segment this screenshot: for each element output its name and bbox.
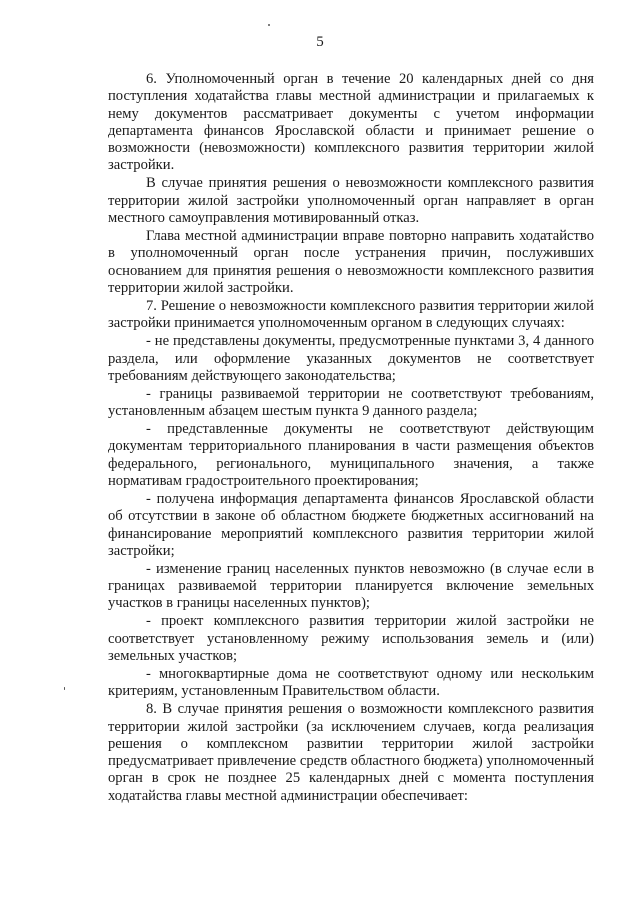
paragraph-8: 8. В случае принятия решения о возможности комплексного развития территории жилой застройки (за исключением случаев, когда реализация решения о комплексном развитии территории жилой застройки предусматривает привлечение средств областного бюджета) уполномоченный орган в срок не позднее 25 календарных дней с момента поступления ходатайства главы местной администрации обеспечивает: <box>108 701 594 804</box>
list-item-budget: - получена информация департамента финансов Ярославской области об отсутствии в законе об областном бюджете бюджетных ассигнований на финансирование мероприятий комплексного развития территории жилой застройки; <box>108 490 594 559</box>
list-item-land-use: - проект комплексного развития территории жилой застройки не соответствует установленному режиму использования земель и (или) земельных участков; <box>108 613 594 664</box>
document-body <box>108 71 594 806</box>
paragraph-refusal: В случае принятия решения о невозможности комплексного развития территории жилой застройки уполномоченный орган направляет в орган местного самоуправления мотивированный отказ. <box>108 175 594 227</box>
paragraph-resubmit: Глава местной администрации вправе повторно направить ходатайство в уполномоченный орган после устранения причин, послуживших основанием для принятия решения о невозможности комплексного развития территории жилой застройки. <box>108 228 594 296</box>
list-item-planning: - представленные документы не соответствуют действующим документам территориального планирования в части размещения объектов федерального, регионального, муниципального значения, а также нормативам градостроительного проектирования; <box>108 421 594 489</box>
paragraph-6: 6. Уполномоченный орган в течение 20 календарных дней со дня поступления ходатайства главы местной администрации и прилагаемых к нему документов рассматривает документы с учетом информации департамента финансов Ярославской области и принимает решение о возможности (невозможности) комплексного развития территории жилой застройки. <box>108 71 594 174</box>
scan-speck <box>268 24 270 26</box>
page-number: 5 <box>316 34 324 50</box>
list-item-criteria: - многоквартирные дома не соответствуют одному или нескольким критериям, установленным Правительством области. <box>108 665 594 700</box>
paragraph-7: 7. Решение о невозможности комплексного развития территории жилой застройки принимается уполномоченным органом в следующих случаях: <box>108 297 594 332</box>
list-item-documents: - не представлены документы, предусмотренные пунктами 3, 4 данного раздела, или оформление указанных документов не соответствует требованиям действующего законодательства; <box>108 333 594 384</box>
list-item-boundaries: - границы развиваемой территории не соответствуют требованиям, установленным абзацем шестым пункта 9 данного раздела; <box>108 385 594 420</box>
scan-speck <box>64 687 65 690</box>
list-item-settlements: - изменение границ населенных пунктов невозможно (в случае если в границах развиваемой территории планируется включение земельных участков в границы населенных пунктов); <box>108 560 594 612</box>
